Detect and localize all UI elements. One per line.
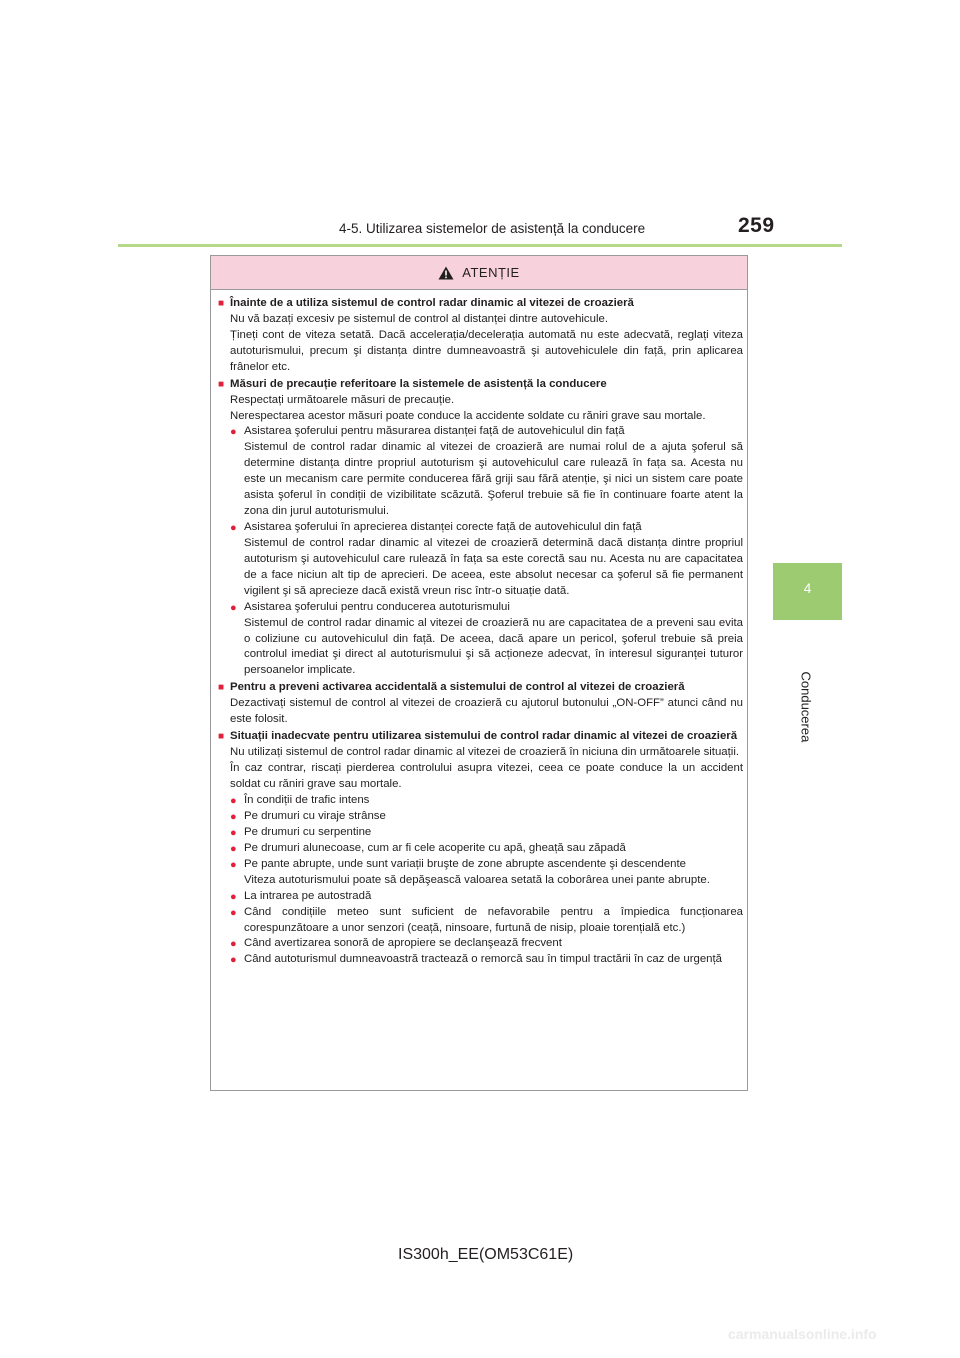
section-title-text: Măsuri de precauție referitoare la sistemele de asistență la conducere	[230, 377, 607, 390]
section-paragraph: Țineți cont de viteza setată. Dacă accelerația/decelerația automată nu este adecvată, reglați viteza autoturismului, precum şi distanța dintre dumneavoastră şi autovehiculele din față, prin aplicarea frânelor etc.	[230, 328, 743, 373]
square-bullet-icon: ■	[218, 298, 225, 309]
section-paragraph: Dezactivați sistemul de control al vitezei de croazieră cu ajutorul butonului „ON-OFF” atunci când nu este folosit.	[230, 697, 743, 726]
bullet-item	[218, 889, 743, 905]
chapter-number: 4	[803, 580, 812, 596]
bullet-title: Când autoturismul dumneavoastră tractează o remorcă sau în timpul tractării în caz de urgență	[244, 953, 723, 966]
round-bullet-icon: ●	[230, 826, 237, 839]
round-bullet-icon: ●	[230, 601, 237, 614]
section-heading	[218, 377, 743, 393]
section-paragraph: Respectați următoarele măsuri de precauție.	[230, 393, 455, 406]
bullet-description: Viteza autoturismului poate să depăşească valoarea setată la coborârea unei pante abrupte.	[244, 873, 710, 886]
model-code: IS300h_EE(OM53C61E)	[398, 1246, 574, 1263]
round-bullet-icon: ●	[230, 426, 237, 439]
bullet-title: Pe drumuri alunecoase, cum ar fi cele acoperite cu apă, gheață sau zăpadă	[244, 841, 626, 854]
section-paragraph: Nerespectarea acestor măsuri poate conduce la accidente soldate cu răniri grave sau mortale.	[230, 409, 706, 422]
section-title-text: Pentru a preveni activarea accidentală a sistemului de control al vitezei de croazieră	[230, 681, 685, 694]
bullet-item	[218, 520, 743, 536]
square-bullet-icon: ■	[218, 378, 225, 390]
round-bullet-icon: ●	[230, 842, 237, 855]
round-bullet-icon: ●	[230, 858, 237, 871]
section-paragraph: Nu vă bazați excesiv pe sistemul de control al distanței dintre autovehicule.	[230, 313, 608, 325]
bullet-title: Când avertizarea sonoră de apropiere se declanşează frecvent	[244, 937, 562, 950]
bullet-item	[218, 809, 743, 825]
square-bullet-icon: ■	[218, 682, 225, 694]
round-bullet-icon: ●	[230, 521, 237, 534]
section-heading	[218, 680, 743, 696]
section-paragraph: În caz contrar, riscați pierderea controlului asupra vitezei, ceea ce poate conduce la un accident soldat cu răniri grave sau mortale.	[230, 761, 743, 790]
warning-triangle-icon	[438, 266, 454, 280]
bullet-description: Sistemul de control radar dinamic al vitezei de croazieră are numai rolul de a ajuta şoferul să determine distanța dintre propriul autoturism şi autovehiculul care rulează în fața sa. Acesta nu este un mecanism care permite conducerea fără griji sau fără atenție, şi nici un sistem care poate asista şoferul în condiții de vizibilitate scăzută. Şoferul trebuie să fie în continuare foarte atent la zona din jurul autoturismului.	[244, 441, 743, 518]
section-heading	[218, 296, 743, 312]
bullet-title: La intrarea pe autostradă	[244, 889, 372, 902]
round-bullet-icon: ●	[230, 810, 237, 823]
round-bullet-icon: ●	[230, 954, 237, 967]
warning-header	[211, 256, 747, 290]
bullet-title: Pe pante abrupte, unde sunt variații bruşte de zone abrupte ascendente şi descendente	[244, 857, 687, 870]
bullet-title: Pe drumuri cu viraje strânse	[244, 809, 386, 822]
bullet-title: În condiții de trafic intens	[244, 793, 370, 806]
section-title: 4-5. Utilizarea sistemelor de asistență la conducere	[339, 221, 646, 236]
section-title-text: Înainte de a utiliza sistemul de control radar dinamic al vitezei de croazieră	[230, 297, 634, 309]
round-bullet-icon: ●	[230, 794, 237, 807]
bullet-item	[218, 905, 743, 937]
bullet-title: Asistarea şoferului pentru măsurarea distanței față de autovehiculul din față	[244, 425, 625, 438]
warning-title: ATENȚIE	[462, 265, 520, 280]
bullet-title: Asistarea şoferului pentru conducerea autoturismului	[244, 600, 510, 613]
section-title-text: Situații inadecvate pentru utilizarea sistemului de control radar dinamic al vitezei de croazieră	[230, 730, 738, 743]
bullet-description: Sistemul de control radar dinamic al vitezei de croazieră determină dacă distanța dintre propriul autoturism şi autovehiculul care rulează în fața sa este corectă sau nu. Acesta nu are capacitatea de a face niciun alt tip de aprecieri. De aceea, este absolut necesar ca şoferul să fie permanent vigilent şi să aprecieze dacă există vreun risc într-o situație dată.	[244, 536, 743, 597]
bullet-item	[218, 952, 743, 968]
round-bullet-icon: ●	[230, 938, 237, 951]
bullet-item	[218, 424, 743, 440]
bullet-item	[218, 857, 743, 873]
warning-body	[211, 290, 747, 968]
square-bullet-icon: ■	[218, 731, 225, 743]
bullet-item	[218, 600, 743, 616]
bullet-title: Asistarea şoferului în aprecierea distanței corecte față de autovehiculul din față	[244, 520, 642, 533]
chapter-tab[interactable]	[773, 563, 842, 620]
bullet-title: Când condițiile meteo sunt suficient de nefavorabile pentru a împiedica funcționarea corespunzătoare a unor senzori (ceață, ninsoare, furtună de nisip, ploaie torențială etc.)	[244, 905, 743, 934]
bullet-title: Pe drumuri cu serpentine	[244, 825, 372, 838]
watermark: carmanualsonline.info	[728, 1326, 877, 1342]
header-rule	[118, 244, 842, 247]
round-bullet-icon: ●	[230, 890, 237, 903]
round-bullet-icon: ●	[230, 906, 237, 919]
section-paragraph: Nu utilizați sistemul de control radar dinamic al vitezei de croazieră în niciuna din următoarele situații.	[230, 746, 740, 759]
bullet-item	[218, 841, 743, 857]
bullet-description: Sistemul de control radar dinamic al vitezei de croazieră nu are capacitatea de a preveni sau evita o coliziune cu autovehiculul din față. De aceea, dacă apare un pericol, şoferul trebuie să preia controlul imediat şi direct al autoturismului şi să acționeze adecvat, în interesul siguranței tuturor persoanelor implicate.	[244, 616, 743, 677]
bullet-item	[218, 793, 743, 809]
bullet-item	[218, 936, 743, 952]
section-heading	[218, 729, 743, 745]
bullet-item	[218, 825, 743, 841]
chapter-label: Conducerea	[798, 671, 814, 743]
page-number: 259	[738, 214, 775, 237]
warning-box	[210, 255, 748, 1091]
